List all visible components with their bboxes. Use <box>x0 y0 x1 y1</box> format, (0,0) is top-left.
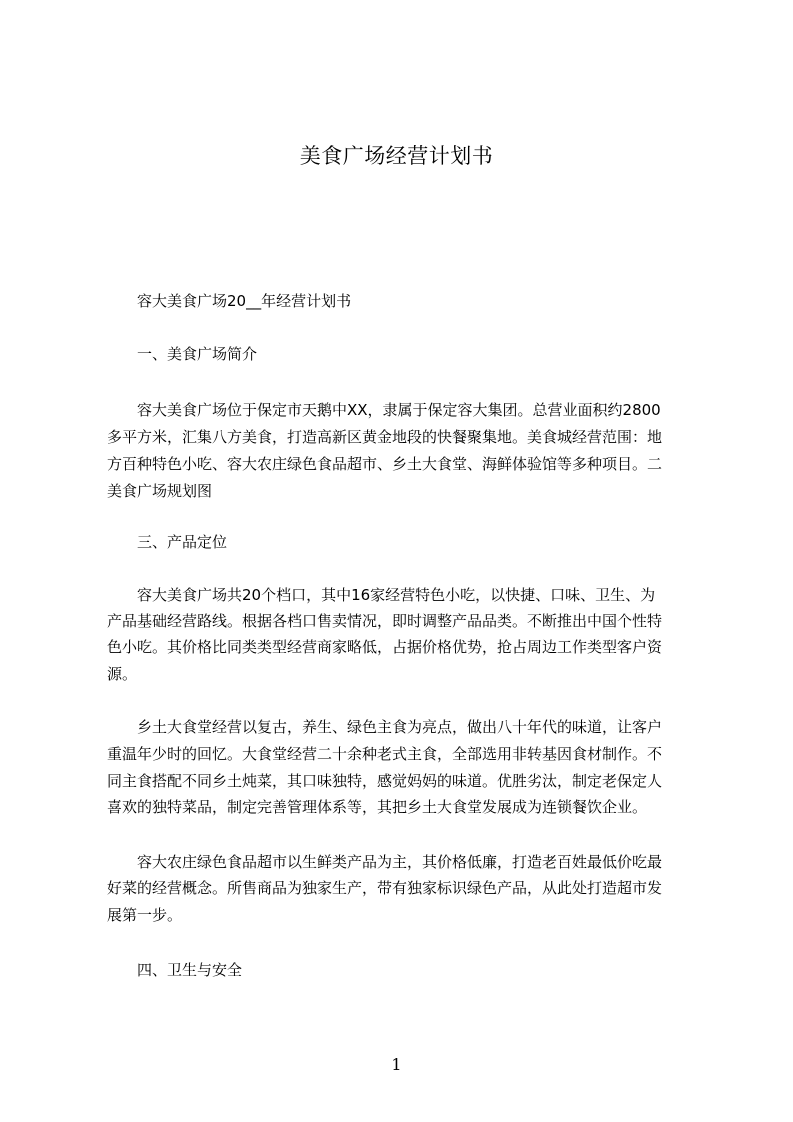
paragraph-line: 乡土大食堂经营以复古，养生、绿色主食为亮点，做出八十年代的味道，让客户 <box>137 718 663 736</box>
paragraph-line: 容大美食广场共20个档口，其中16家经营特色小吃，以快捷、口味、卫生、为 <box>137 586 656 604</box>
paragraph-line: 多平方米，汇集八方美食，打造高新区黄金地段的快餐聚集地。美食城经营范围：地 <box>107 428 663 446</box>
paragraph-line: 色小吃。其价格比同类类型经营商家略低，占据价格优势，抢占周边工作类型客户资 <box>107 638 663 656</box>
page-number: 1 <box>391 1055 402 1074</box>
document-subtitle: 容大美食广场20__年经营计划书 <box>137 292 352 310</box>
paragraph-line: 容大农庄绿色食品超市以生鲜类产品为主，其价格低廉，打造老百姓最低价吃最 <box>137 853 663 871</box>
paragraph-line: 展第一步。 <box>107 906 183 924</box>
paragraph-line: 方百种特色小吃、容大农庄绿色食品超市、乡土大食堂、海鲜体验馆等多种项目。二 <box>107 455 663 473</box>
section-heading-intro: 一、美食广场简介 <box>137 345 258 363</box>
paragraph-line: 产品基础经营路线。根据各档口售卖情况，即时调整产品品类。不断推出中国个性特 <box>107 612 663 630</box>
paragraph-line: 好菜的经营概念。所售商品为独家生产，带有独家标识绿色产品，从此处打造超市发 <box>107 879 663 897</box>
paragraph-line: 源。 <box>107 665 138 683</box>
section-heading-positioning: 三、产品定位 <box>137 533 228 551</box>
paragraph-line: 同主食搭配不同乡土炖菜，其口味独特，感觉妈妈的味道。优胜劣汰，制定老保定人 <box>107 772 663 790</box>
document-title: 美食广场经营计划书 <box>299 144 494 168</box>
paragraph-line: 美食广场规划图 <box>107 482 213 500</box>
paragraph-line: 重温年少时的回忆。大食堂经营二十余种老式主食，全部选用非转基因食材制作。不 <box>107 745 663 763</box>
paragraph-line: 喜欢的独特菜品，制定完善管理体系等，其把乡土大食堂发展成为连锁餐饮企业。 <box>107 798 648 816</box>
paragraph-line: 容大美食广场位于保定市天鹅中XX，隶属于保定容大集团。总营业面积约2800 <box>137 401 661 419</box>
section-heading-safety: 四、卫生与安全 <box>137 961 243 979</box>
